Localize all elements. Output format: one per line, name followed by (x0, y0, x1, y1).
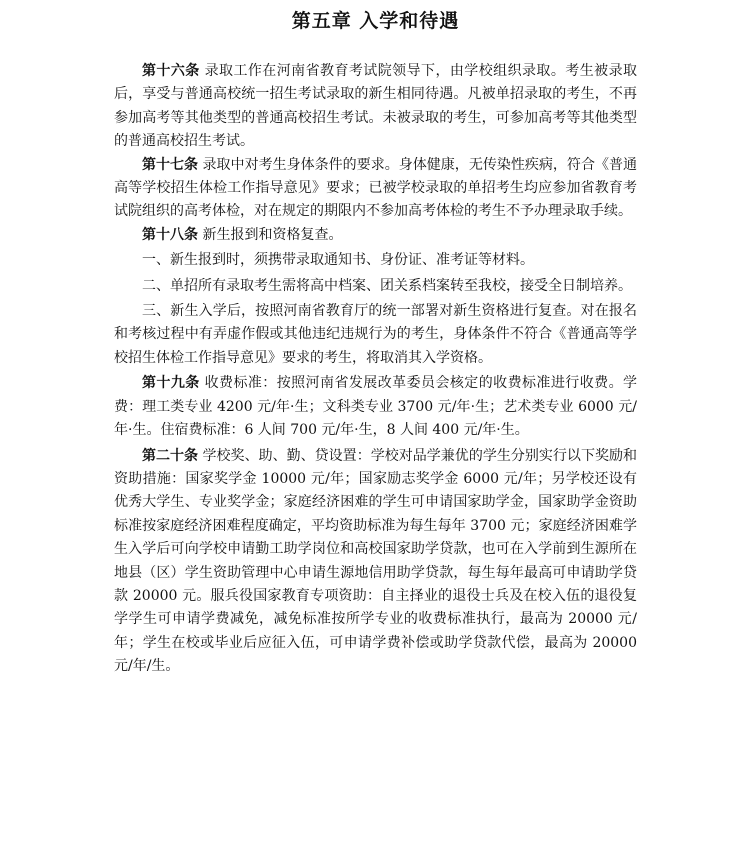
chapter-body (114, 60, 637, 679)
article-20 (114, 445, 637, 679)
article-20-label: 第二十条 (142, 447, 199, 464)
article-16-label: 第十六条 (142, 63, 200, 79)
article-18-label: 第十八条 (142, 226, 198, 243)
article-18-item-3: 三、新生入学后，按照河南省教育厅的统一部署对新生资格进行复查。对在报名和考核过程中有弄虚作假或其他违纪违规行为的考生，身体条件不符合《普通高等学校招生体检工作指导意见》要求的考生，将取消其入学资格。 (114, 303, 637, 366)
article-18 (114, 224, 637, 247)
article-20-text: 学校奖、助、勤、贷设置：学校对品学兼优的学生分别实行以下奖励和资助措施：国家奖学金 10000 元/年；国家励志奖学金 6000 元/年；另学校还设有优秀大学生、专业奖学金；家庭经济困难的学生可申请国家助学金，国家助学金资助标准按家庭经济困难程度确定，平均资助标准为每生每年 3700 元；家庭经济困难学生入学后可向学校申请勤工助学岗位和高校国家助学贷款，也可在入学前到生源所在地县（区）学生资助管理中心申请生源地信用助学贷款，每生每年最高可申请助学贷款 20000 元。服兵役国家教育专项资助：自主择业的退役士兵及在校入伍的退役复学学生可申请学费减免，减免标准按所学专业的收费标准执行，最高为 20000 元/年；学生在校或毕业后应征入伍，可申请学费补偿或助学贷款代偿，最高为 20000 元/年/生。 (114, 447, 637, 675)
article-18-item-1: 一、新生报到时，须携带录取通知书、身份证、准考证等材料。 (142, 252, 534, 269)
article-19-text: 收费标准：按照河南省发展改革委员会核定的收费标准进行收费。学费：理工类专业 4200 元/年·生；文科类专业 3700 元/年·生；艺术类专业 6000 元/年·生。住宿费标准：6 人间 700 元/年·生，8 人间 400 元/年·生。 (114, 375, 638, 439)
article-16 (114, 60, 637, 154)
chapter-title: 第五章 入学和待遇 (291, 10, 460, 32)
article-17-text: 录取中对考生身体条件的要求。身体健康，无传染性疾病，符合《普通高等学校招生体检工作指导意见》要求；已被学校录取的单招考生均应参加省教育考试院组织的高考体检，对在规定的期限内不参加高考体检的考生不予办理录取手续。 (114, 156, 637, 220)
article-18-text: 新生报到和资格复查。 (198, 226, 343, 243)
article-16-text: 录取工作在河南省教育考试院领导下，由学校组织录取。考生被录取后，享受与普通高校统一招生考试录取的新生相同待遇。凡被单招录取的考生，不再参加高考等其他类型的普通高校招生考试。未被录取的考生，可参加高考等其他类型的普通高校招生考试。 (114, 63, 638, 150)
article-17 (114, 154, 637, 224)
article-19-label: 第十九条 (142, 375, 200, 392)
article-19 (114, 372, 637, 442)
article-17-label: 第十七条 (142, 156, 199, 173)
article-18-item-2: 二、单招所有录取考生需将高中档案、团关系档案转至我校，接受全日制培养。 (142, 277, 632, 294)
